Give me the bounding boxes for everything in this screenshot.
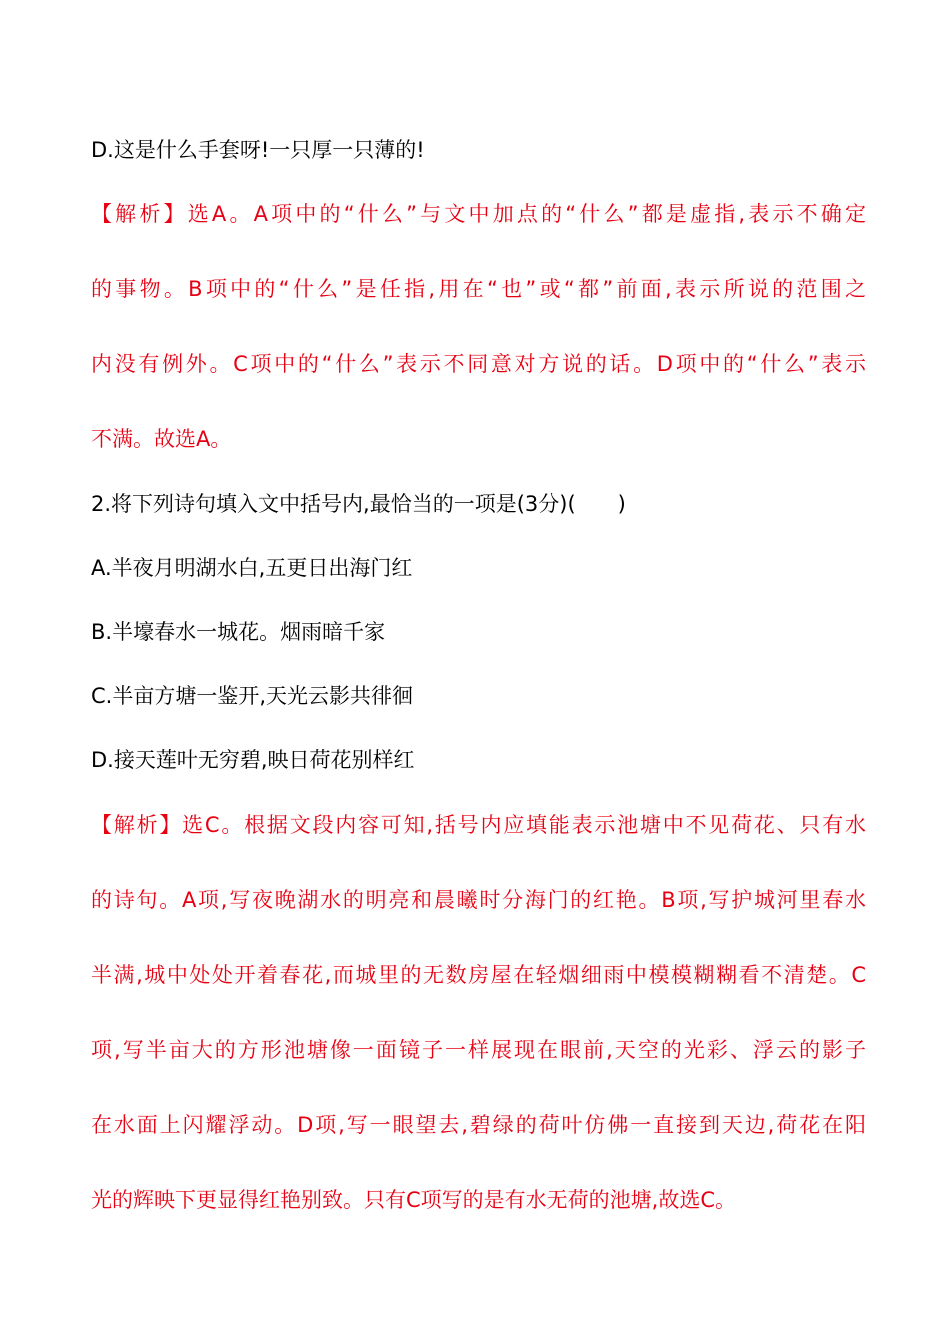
q1-analysis-line-3: 内没有例外。C项中的“什么”表示不同意对方说的话。D项中的“什么”表示 bbox=[91, 352, 866, 376]
q2-analysis-line-4: 项,写半亩大的方形池塘像一面镜子一样展现在眼前,天空的光彩、浮云的影子 bbox=[91, 1038, 866, 1062]
q1-analysis-line-1: 【解析】选A。A项中的“什么”与文中加点的“什么”都是虚指,表示不确定 bbox=[91, 202, 866, 226]
q2-stem: 2.将下列诗句填入文中括号内,最恰当的一项是(3分)( ) bbox=[91, 492, 626, 516]
q1-analysis-line-2: 的事物。B项中的“什么”是任指,用在“也”或“都”前面,表示所说的范围之 bbox=[91, 277, 866, 301]
q2-option-b: B.半壕春水一城花。烟雨暗千家 bbox=[91, 620, 386, 644]
q2-analysis-line-3: 半满,城中处处开着春花,而城里的无数房屋在轻烟细雨中模模糊糊看不清楚。C bbox=[91, 963, 866, 987]
q1-analysis-line-4: 不满。故选A。 bbox=[91, 427, 232, 451]
q2-option-c: C.半亩方塘一鉴开,天光云影共徘徊 bbox=[91, 684, 414, 708]
q2-analysis-line-6: 光的辉映下更显得红艳别致。只有C项写的是有水无荷的池塘,故选C。 bbox=[91, 1188, 736, 1212]
q2-analysis-line-1: 【解析】选C。根据文段内容可知,括号内应填能表示池塘中不见荷花、只有水 bbox=[91, 813, 866, 837]
q2-option-a: A.半夜月明湖水白,五更日出海门红 bbox=[91, 556, 413, 580]
q2-analysis-line-5: 在水面上闪耀浮动。D项,写一眼望去,碧绿的荷叶仿佛一直接到天边,荷花在阳 bbox=[91, 1113, 866, 1137]
q2-analysis-line-2: 的诗句。A项,写夜晚湖水的明亮和晨曦时分海门的红艳。B项,写护城河里春水 bbox=[91, 888, 866, 912]
q1-option-d: D.这是什么手套呀!一只厚一只薄的! bbox=[91, 138, 425, 162]
q2-option-d: D.接天莲叶无穷碧,映日荷花别样红 bbox=[91, 748, 415, 772]
